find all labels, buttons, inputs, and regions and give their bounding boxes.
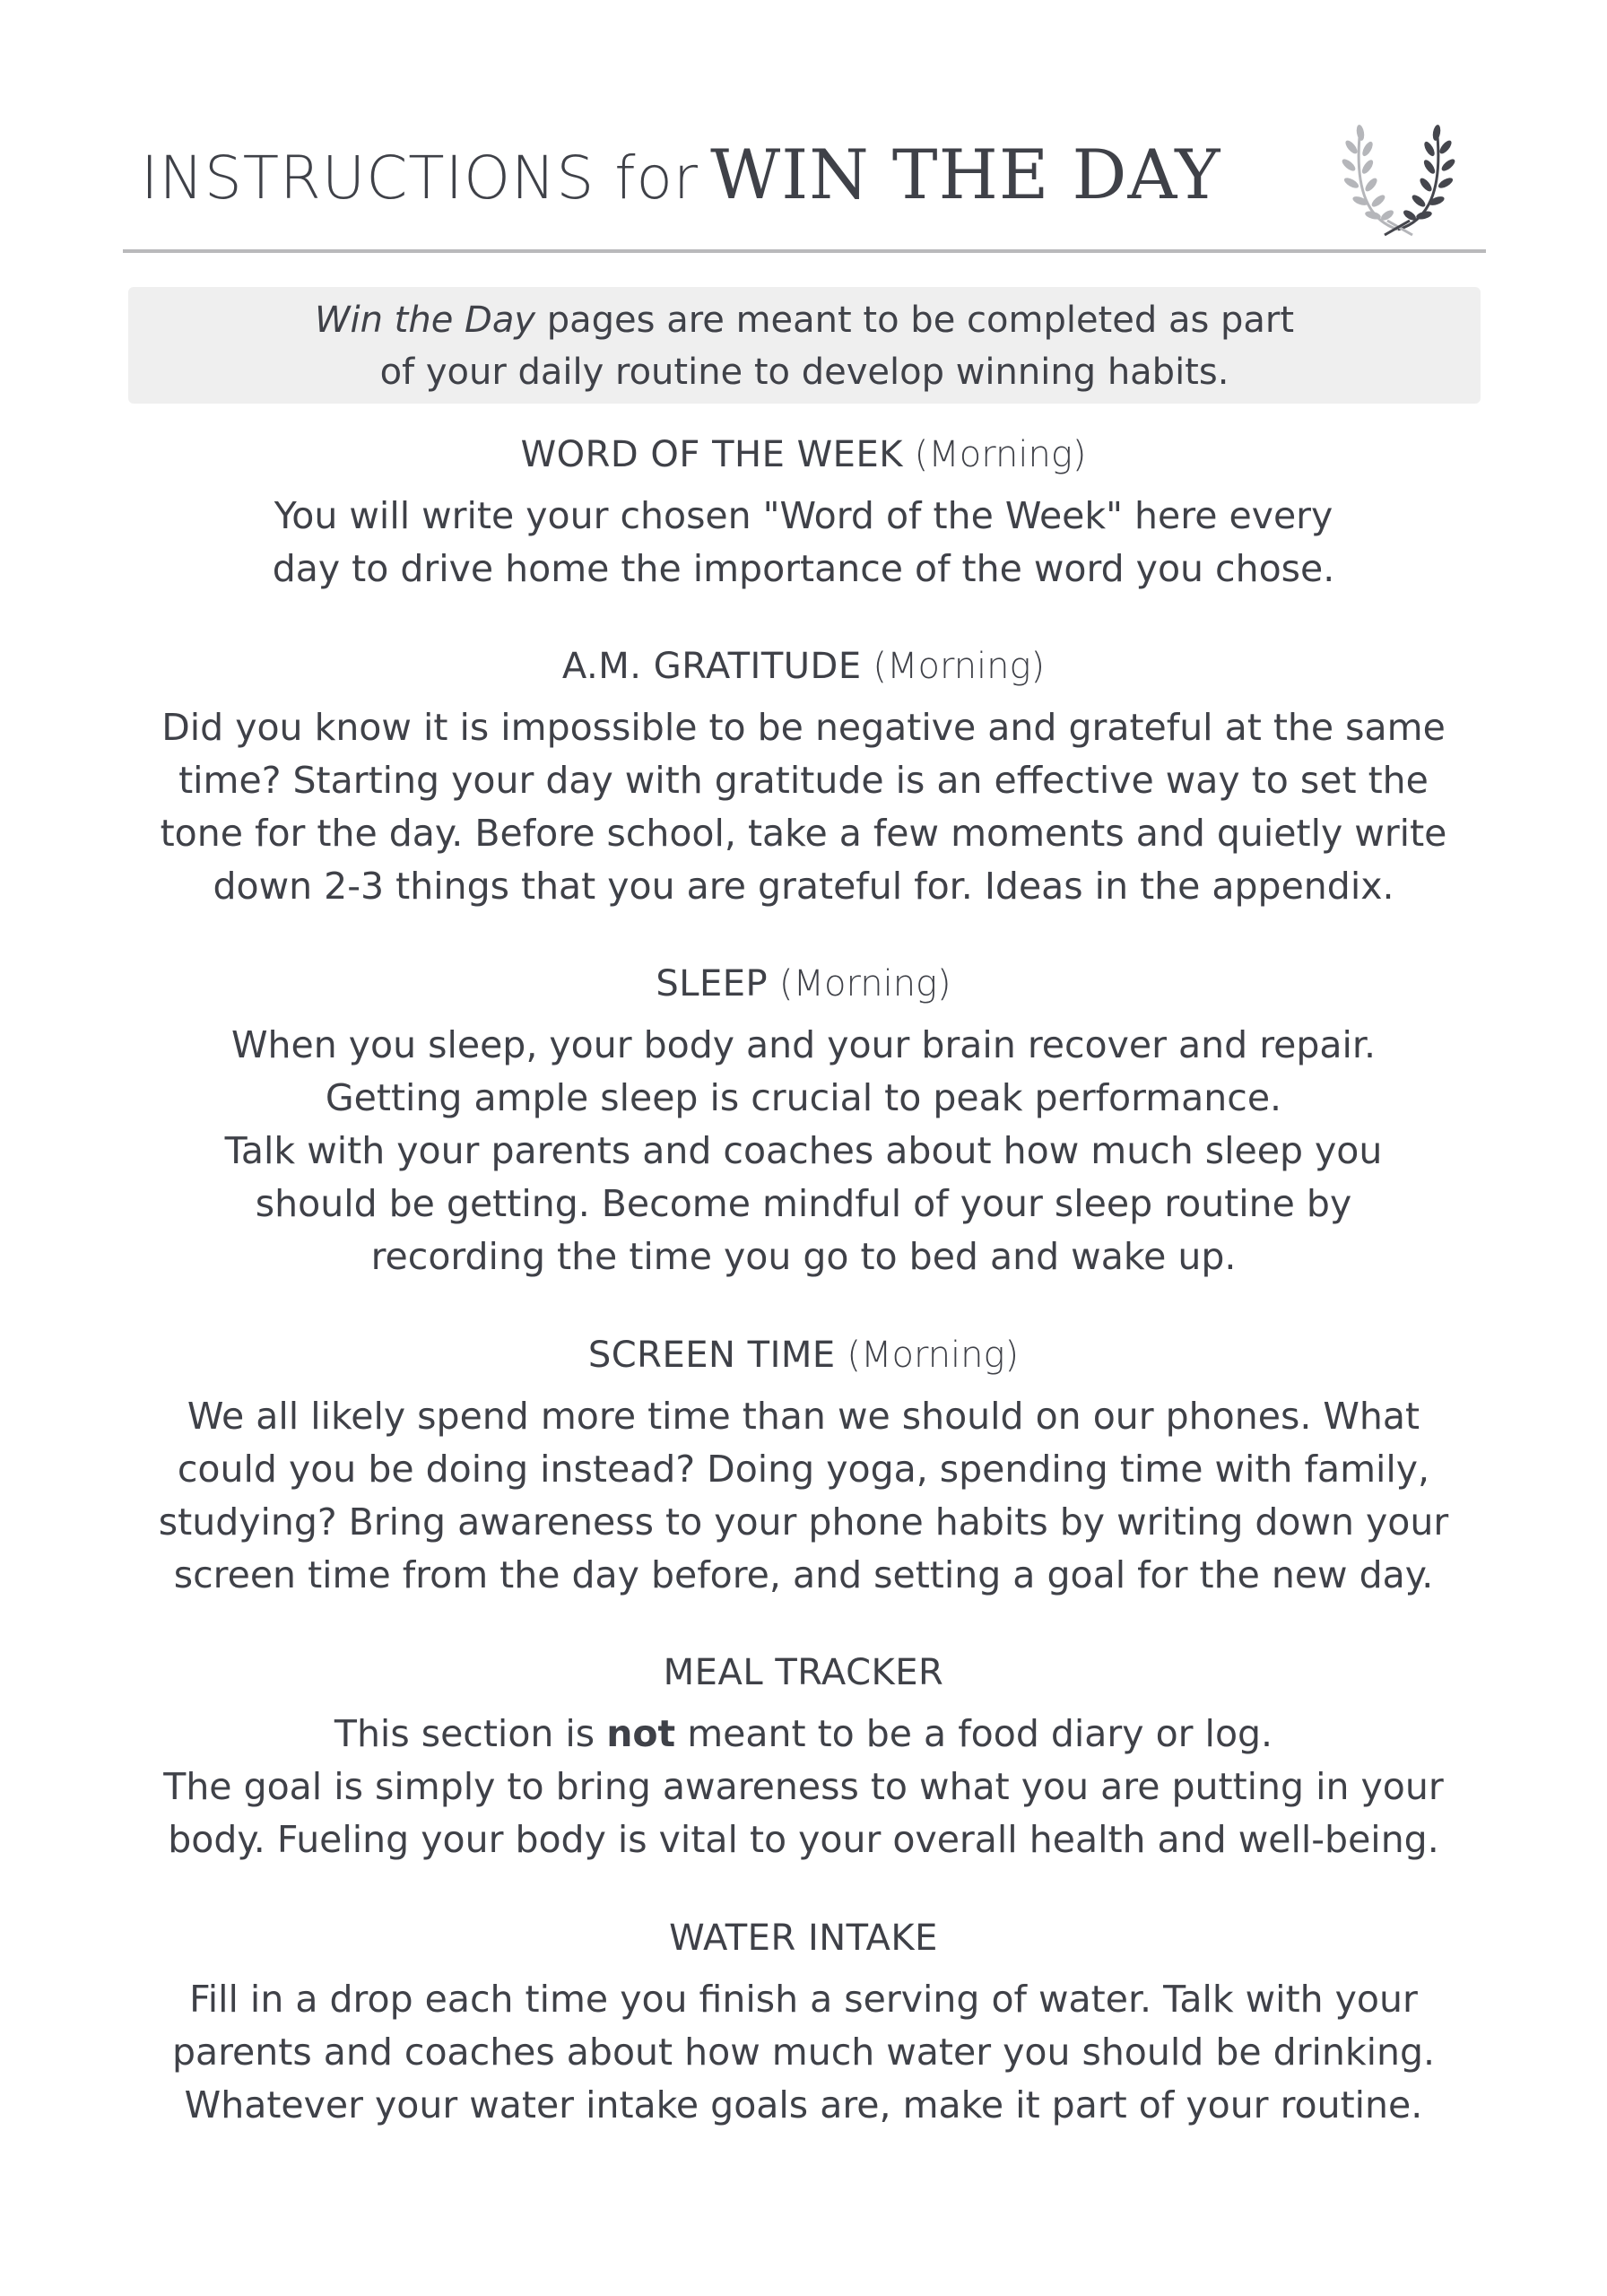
intro-line-1 [128, 294, 1481, 346]
section-title: WORD OF THE WEEK [520, 434, 903, 475]
section-water-intake [86, 1912, 1521, 2132]
section-text: Did you know it is impossible to be negative and grateful at the same [161, 706, 1446, 749]
section-text: recording the time you go to bed and wake up. [370, 1235, 1237, 1278]
section-title: SCREEN TIME [587, 1335, 836, 1376]
section-text: The goal is simply to bring awareness to what you are putting in your [163, 1765, 1444, 1808]
section-text: Whatever your water intake goals are, make it part of your routine. [184, 2083, 1423, 2126]
meal-line-post: meant to be a food diary or log. [675, 1712, 1273, 1755]
section-text: Fill in a drop each time you finish a serving of water. Talk with your [189, 1978, 1418, 2021]
section-text: could you be doing instead? Doing yoga, spending time with family, [177, 1448, 1430, 1491]
section-heading [86, 1647, 1521, 1699]
section-time: (Morning) [873, 646, 1046, 687]
section-heading [86, 1329, 1521, 1381]
section-title: A.M. GRATITUDE [561, 646, 862, 687]
section-text: tone for the day. Before school, take a few moments and quietly write [160, 812, 1447, 855]
section-text: day to drive home the importance of the word you chose. [272, 547, 1335, 590]
section-text: Talk with your parents and coaches about how much sleep you [224, 1129, 1383, 1172]
section-heading [86, 429, 1521, 481]
section-text: body. Fueling your body is vital to your overall health and well-being. [168, 1818, 1439, 1861]
section-text: When you sleep, your body and your brain recover and repair. [230, 1023, 1377, 1066]
section-time: (Morning) [778, 963, 951, 1004]
title-lead: INSTRUCTIONS for [141, 144, 699, 213]
title-main: WIN THE DAY [710, 135, 1221, 214]
section-meal-tracker [86, 1647, 1521, 1866]
section-text: You will write your chosen "Word of the Week" here every [274, 494, 1333, 537]
section-text: studying? Bring awareness to your phone habits by writing down your [158, 1500, 1449, 1544]
section-time: (Morning) [847, 1335, 1020, 1376]
section-title: MEAL TRACKER [663, 1652, 944, 1693]
section-text [86, 1708, 1521, 1761]
page-header [141, 126, 1486, 224]
section-text: Getting ample sleep is crucial to peak performance. [325, 1076, 1282, 1119]
page-title [141, 135, 1220, 214]
header-divider [123, 249, 1486, 253]
section-heading [86, 640, 1521, 692]
section-heading [86, 1912, 1521, 1964]
section-am-gratitude [86, 640, 1521, 913]
section-word-of-the-week [86, 429, 1521, 596]
intro-box [128, 287, 1481, 404]
intro-line-2: of your daily routine to develop winning habits. [379, 352, 1229, 393]
section-text: parents and coaches about how much water you should be drinking. [171, 2031, 1436, 2074]
section-heading [86, 958, 1521, 1010]
section-screen-time [86, 1329, 1521, 1602]
intro-emphasis: Win the Day [314, 300, 536, 341]
meal-line-bold: not [606, 1712, 676, 1755]
section-text: screen time from the day before, and setting a goal for the new day. [173, 1553, 1434, 1596]
section-sleep [86, 958, 1521, 1283]
section-text: down 2-3 things that you are grateful for. Ideas in the appendix. [213, 865, 1394, 908]
laurel-wreath-icon [1333, 120, 1464, 237]
meal-line-pre: This section is [334, 1712, 607, 1755]
section-text: should be getting. Become mindful of your sleep routine by [255, 1182, 1352, 1225]
section-text: We all likely spend more time than we should on our phones. What [187, 1395, 1420, 1438]
section-time: (Morning) [914, 434, 1087, 475]
section-text: time? Starting your day with gratitude is an effective way to set the [178, 759, 1429, 802]
section-title: WATER INTAKE [669, 1918, 938, 1959]
section-title: SLEEP [656, 963, 769, 1004]
intro-line-1-rest: pages are meant to be completed as part [535, 300, 1295, 341]
